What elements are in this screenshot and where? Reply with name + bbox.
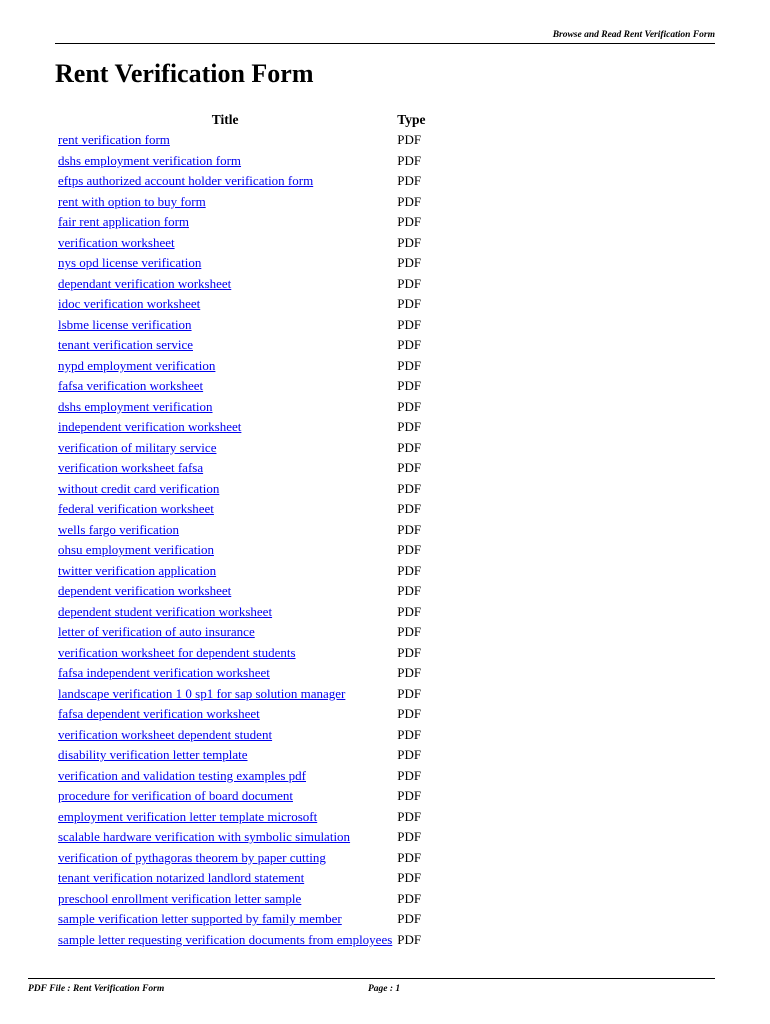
footer-file-label: PDF File : Rent Verification Form [28, 984, 165, 994]
document-link[interactable]: fafsa verification worksheet [58, 378, 204, 394]
document-link[interactable]: verification of pythagoras theorem by paper cutting [58, 849, 326, 865]
row-type-cell: PDF [397, 132, 422, 148]
row-title-cell [55, 253, 394, 274]
row-type-cell: PDF [397, 398, 422, 414]
table-row [55, 725, 428, 746]
row-type-cell: PDF [397, 562, 422, 578]
row-type-cell: PDF [397, 603, 422, 619]
document-link[interactable]: verification worksheet for dependent students [58, 644, 296, 660]
document-link[interactable]: dependant verification worksheet [58, 275, 232, 291]
row-title-cell [55, 684, 394, 705]
document-link[interactable]: verification and validation testing examples pdf [58, 767, 307, 783]
document-link[interactable]: letter of verification of auto insurance [58, 624, 255, 640]
row-type-cell: PDF [397, 501, 422, 517]
row-type-cell: PDF [397, 378, 422, 394]
table-row [55, 458, 428, 479]
row-title-cell [55, 909, 394, 930]
row-title-cell [55, 335, 394, 356]
row-type-cell: PDF [397, 357, 422, 373]
table-row [55, 192, 428, 213]
row-title-cell [55, 520, 394, 541]
document-link[interactable]: procedure for verification of board document [58, 788, 293, 804]
row-title-cell [55, 458, 394, 479]
row-title-cell [55, 417, 394, 438]
row-title-cell [55, 930, 394, 951]
document-link[interactable]: fafsa independent verification worksheet [58, 665, 270, 681]
table-row [55, 335, 428, 356]
row-type-cell: PDF [397, 849, 422, 865]
document-link[interactable]: wells fargo verification [58, 521, 180, 537]
row-type-cell: PDF [397, 480, 422, 496]
header-rule [55, 43, 715, 44]
table-row [55, 622, 428, 643]
row-title-cell [55, 397, 394, 418]
table-row [55, 766, 428, 787]
row-type-cell: PDF [397, 685, 422, 701]
table-row [55, 909, 428, 930]
table-row [55, 499, 428, 520]
row-type-cell: PDF [397, 767, 422, 783]
document-link[interactable]: nypd employment verification [58, 357, 216, 373]
row-type-cell: PDF [397, 890, 422, 906]
table-header-row [55, 110, 428, 130]
document-link[interactable]: rent verification form [58, 132, 170, 148]
document-link[interactable]: dshs employment verification form [58, 152, 242, 168]
row-type-cell: PDF [397, 234, 422, 250]
row-type-cell: PDF [397, 316, 422, 332]
table-row [55, 130, 428, 151]
table-row [55, 171, 428, 192]
row-title-cell [55, 766, 394, 787]
table-row [55, 868, 428, 889]
document-link[interactable]: dependent verification worksheet [58, 583, 232, 599]
document-table [55, 110, 428, 950]
row-title-cell [55, 212, 394, 233]
row-type-cell: PDF [397, 931, 422, 947]
row-type-cell: PDF [397, 460, 422, 476]
row-type-cell: PDF [397, 706, 422, 722]
row-title-cell [55, 622, 394, 643]
document-link[interactable]: sample verification letter supported by family member [58, 911, 342, 927]
row-type-cell: PDF [397, 870, 422, 886]
document-link[interactable]: dshs employment verification [58, 398, 213, 414]
row-title-cell [55, 376, 394, 397]
table-row [55, 315, 428, 336]
document-link[interactable]: employment verification letter template microsoft [58, 808, 318, 824]
table-row [55, 745, 428, 766]
table-row [55, 643, 428, 664]
document-link[interactable]: landscape verification 1 0 sp1 for sap solution manager [58, 685, 346, 701]
table-row [55, 438, 428, 459]
row-title-cell [55, 889, 394, 910]
table-row [55, 663, 428, 684]
table-row [55, 930, 428, 951]
row-type-cell: PDF [397, 644, 422, 660]
row-title-cell [55, 130, 394, 151]
row-type-cell: PDF [397, 808, 422, 824]
document-link[interactable]: verification worksheet [58, 234, 175, 250]
document-link[interactable]: fair rent application form [58, 214, 190, 230]
row-title-cell [55, 479, 394, 500]
row-type-cell: PDF [397, 275, 422, 291]
table-row [55, 684, 428, 705]
row-type-cell: PDF [397, 419, 422, 435]
row-type-cell: PDF [397, 726, 422, 742]
row-title-cell [55, 827, 394, 848]
table-row [55, 356, 428, 377]
row-title-cell [55, 848, 394, 869]
row-title-cell [55, 663, 394, 684]
row-type-cell: PDF [397, 624, 422, 640]
document-link[interactable]: twitter verification application [58, 562, 217, 578]
document-link[interactable]: disability verification letter template [58, 747, 248, 763]
row-type-cell: PDF [397, 173, 422, 189]
row-title-cell [55, 540, 394, 561]
document-link[interactable]: ohsu employment verification [58, 542, 214, 558]
table-row [55, 848, 428, 869]
page-title: Rent Verification Form [55, 59, 314, 88]
row-title-cell [55, 438, 394, 459]
document-link[interactable]: independent verification worksheet [58, 419, 242, 435]
row-type-cell: PDF [397, 542, 422, 558]
table-row [55, 212, 428, 233]
row-title-cell [55, 192, 394, 213]
document-link[interactable]: without credit card verification [58, 480, 220, 496]
document-link[interactable]: fafsa dependent verification worksheet [58, 706, 260, 722]
document-link[interactable]: idoc verification worksheet [58, 296, 201, 312]
running-header: Browse and Read Rent Verification Form [552, 30, 715, 40]
document-link[interactable]: scalable hardware verification with symbolic simulation [58, 829, 351, 845]
table-row [55, 233, 428, 254]
document-link[interactable]: lsbme license verification [58, 316, 192, 332]
document-link[interactable]: verification worksheet dependent student [58, 726, 273, 742]
table-row [55, 704, 428, 725]
table-row [55, 397, 428, 418]
row-type-cell: PDF [397, 665, 422, 681]
table-row [55, 417, 428, 438]
table-row [55, 294, 428, 315]
table-row [55, 602, 428, 623]
row-type-cell: PDF [397, 521, 422, 537]
table-row [55, 540, 428, 561]
row-title-cell [55, 233, 394, 254]
document-link[interactable]: sample letter requesting verification documents from employees [58, 931, 393, 947]
document-link[interactable]: dependent student verification worksheet [58, 603, 273, 619]
document-link[interactable]: rent with option to buy form [58, 193, 206, 209]
document-link[interactable]: preschool enrollment verification letter sample [58, 890, 302, 906]
document-link[interactable]: verification worksheet fafsa [58, 460, 204, 476]
column-header-title: Title [211, 112, 239, 127]
row-type-cell: PDF [397, 747, 422, 763]
document-link[interactable]: nys opd license verification [58, 255, 202, 271]
table-row [55, 479, 428, 500]
table-row [55, 376, 428, 397]
row-title-cell [55, 602, 394, 623]
row-type-cell: PDF [397, 296, 422, 312]
row-title-cell [55, 151, 394, 172]
table-row [55, 581, 428, 602]
table-row [55, 786, 428, 807]
row-type-cell: PDF [397, 911, 422, 927]
row-title-cell [55, 643, 394, 664]
row-title-cell [55, 807, 394, 828]
row-type-cell: PDF [397, 788, 422, 804]
table-row [55, 889, 428, 910]
row-title-cell [55, 171, 394, 192]
row-title-cell [55, 786, 394, 807]
document-link[interactable]: tenant verification notarized landlord statement [58, 870, 305, 886]
document-link[interactable]: tenant verification service [58, 337, 193, 353]
row-type-cell: PDF [397, 583, 422, 599]
document-link[interactable]: verification of military service [58, 439, 217, 455]
row-type-cell: PDF [397, 193, 422, 209]
row-title-cell [55, 561, 394, 582]
row-title-cell [55, 274, 394, 295]
footer-rule [28, 978, 715, 979]
row-title-cell [55, 725, 394, 746]
row-type-cell: PDF [397, 829, 422, 845]
document-link[interactable]: federal verification worksheet [58, 501, 214, 517]
document-link[interactable]: eftps authorized account holder verification form [58, 173, 314, 189]
row-type-cell: PDF [397, 214, 422, 230]
table-row [55, 827, 428, 848]
row-title-cell [55, 315, 394, 336]
row-title-cell [55, 745, 394, 766]
row-type-cell: PDF [397, 255, 422, 271]
column-header-type: Type [397, 112, 426, 127]
table-row [55, 253, 428, 274]
row-title-cell [55, 581, 394, 602]
row-title-cell [55, 356, 394, 377]
table-row [55, 520, 428, 541]
table-row [55, 561, 428, 582]
row-title-cell [55, 499, 394, 520]
row-title-cell [55, 294, 394, 315]
footer-page-label: Page : 1 [368, 984, 401, 994]
table-body [55, 130, 428, 950]
row-type-cell: PDF [397, 337, 422, 353]
table-row [55, 274, 428, 295]
row-type-cell: PDF [397, 152, 422, 168]
table-row [55, 151, 428, 172]
row-type-cell: PDF [397, 439, 422, 455]
row-title-cell [55, 704, 394, 725]
table-row [55, 807, 428, 828]
row-title-cell [55, 868, 394, 889]
